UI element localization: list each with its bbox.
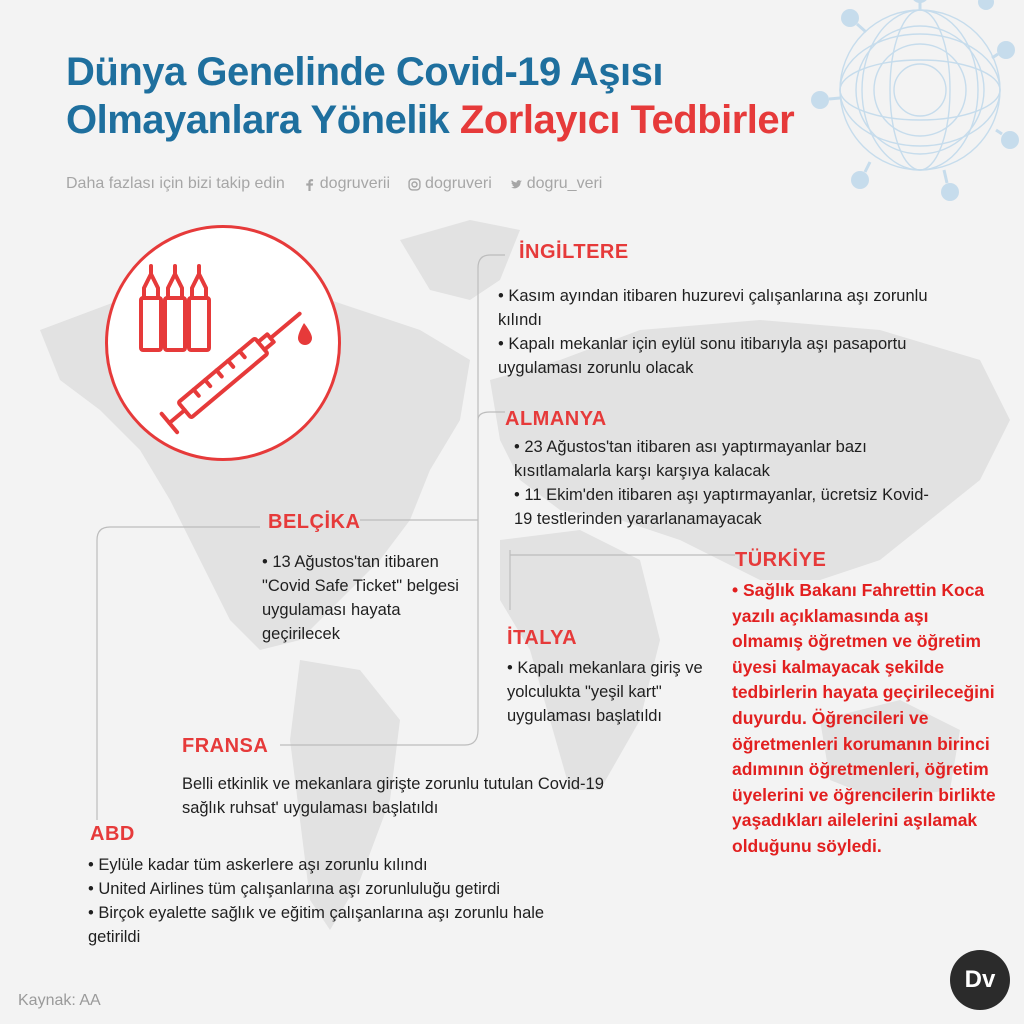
list-item: • 11 Ekim'den itibaren aşı yaptırmayanlar, ücretsiz Kovid-19 testlerinden yararlanamayacak [514,486,929,528]
dogruveri-logo [950,950,1010,1010]
drop-icon [298,323,312,345]
turkiye-paragraph: • Sağlık Bakanı Fahrettin Koca yazılı açıklamasında aşı olmamış öğretmen ve öğretim üyesi kalmayacak şekilde tedbirlerin hayata geçirileceğini duyurdu. Öğrencileri ve öğretmenleri korumanın birinci adımının öğretmenleri, öğretim üyelerini ve öğrencilerin birlikte yaşadıkları ailelerini aşılamak olduğunu söyledi. [732,580,996,856]
country-italya-title: İTALYA [507,627,578,649]
facebook-handle: dogruverii [319,175,391,192]
follow-text: Daha fazlası için bizi takip edin [66,175,285,192]
vial-icon [141,266,161,350]
social-follow-bar [66,175,602,193]
list-item: • Eylüle kadar tüm askerlere aşı zorunlu kılındı [88,856,428,874]
twitter-link[interactable] [510,175,603,193]
list-item: • 23 Ağustos'tan itibaren ası yaptırmayanlar bazı kısıtlamalarla karşı karşıya kalacak [514,438,867,480]
facebook-icon [303,178,316,191]
instagram-link[interactable] [408,175,492,193]
country-almanya-text [514,435,944,531]
country-abd-text [88,853,588,949]
fransa-paragraph: Belli etkinlik ve mekanlara girişte zorunlu tutulan Covid-19 sağlık ruhsat' uygulaması başlatıldı [182,775,604,817]
title-line-2-prefix: Olmayanlara Yönelik [66,98,450,142]
list-item: • Kapalı mekanlar için eylül sonu itibarıyla aşı pasaportu uygulaması zorunlu olacak [498,335,907,377]
country-ingiltere-text [498,284,933,380]
vaccine-badge [105,225,341,461]
vial-icon [189,266,209,350]
twitter-icon [510,178,523,191]
source-label: Kaynak: AA [18,992,101,1009]
country-turkiye-text [732,578,997,860]
page-title [66,48,794,144]
vial-icon [165,266,185,350]
twitter-handle: dogru_veri [526,175,603,192]
country-abd-title: ABD [90,823,135,845]
list-item: • Kapalı mekanlara giriş ve yolculukta "yeşil kart" uygulaması başlatıldı [507,659,703,725]
facebook-link[interactable] [303,175,390,193]
title-line-1: Dünya Genelinde Covid-19 Aşısı [66,50,664,94]
country-belcika-text [262,550,480,646]
country-fransa-title: FRANSA [182,735,269,757]
logo-text: Dv [964,966,996,993]
list-item: • 13 Ağustos'tan itibaren "Covid Safe Ticket" belgesi uygulaması hayata geçirilecek [262,553,459,643]
syringe-and-vials-icon [108,228,338,458]
list-item: • United Airlines tüm çalışanlarına aşı zorunluluğu getirdi [88,880,501,898]
country-italya-text [507,656,707,728]
title-line-2-highlight: Zorlayıcı Tedbirler [459,98,795,142]
country-turkiye-title: TÜRKİYE [735,549,827,571]
list-item: • Kasım ayından itibaren huzurevi çalışanlarına aşı zorunlu kılındı [498,287,928,329]
list-item: • Birçok eyalette sağlık ve eğitim çalışanlarına aşı zorunlu hale getirildi [88,904,545,946]
country-almanya-title: ALMANYA [505,408,607,430]
country-ingiltere-title: İNGİLTERE [519,241,629,263]
instagram-icon [408,178,421,191]
country-fransa-text [182,772,612,820]
instagram-handle: dogruveri [425,175,492,192]
country-belcika-title: BELÇİKA [268,511,361,533]
